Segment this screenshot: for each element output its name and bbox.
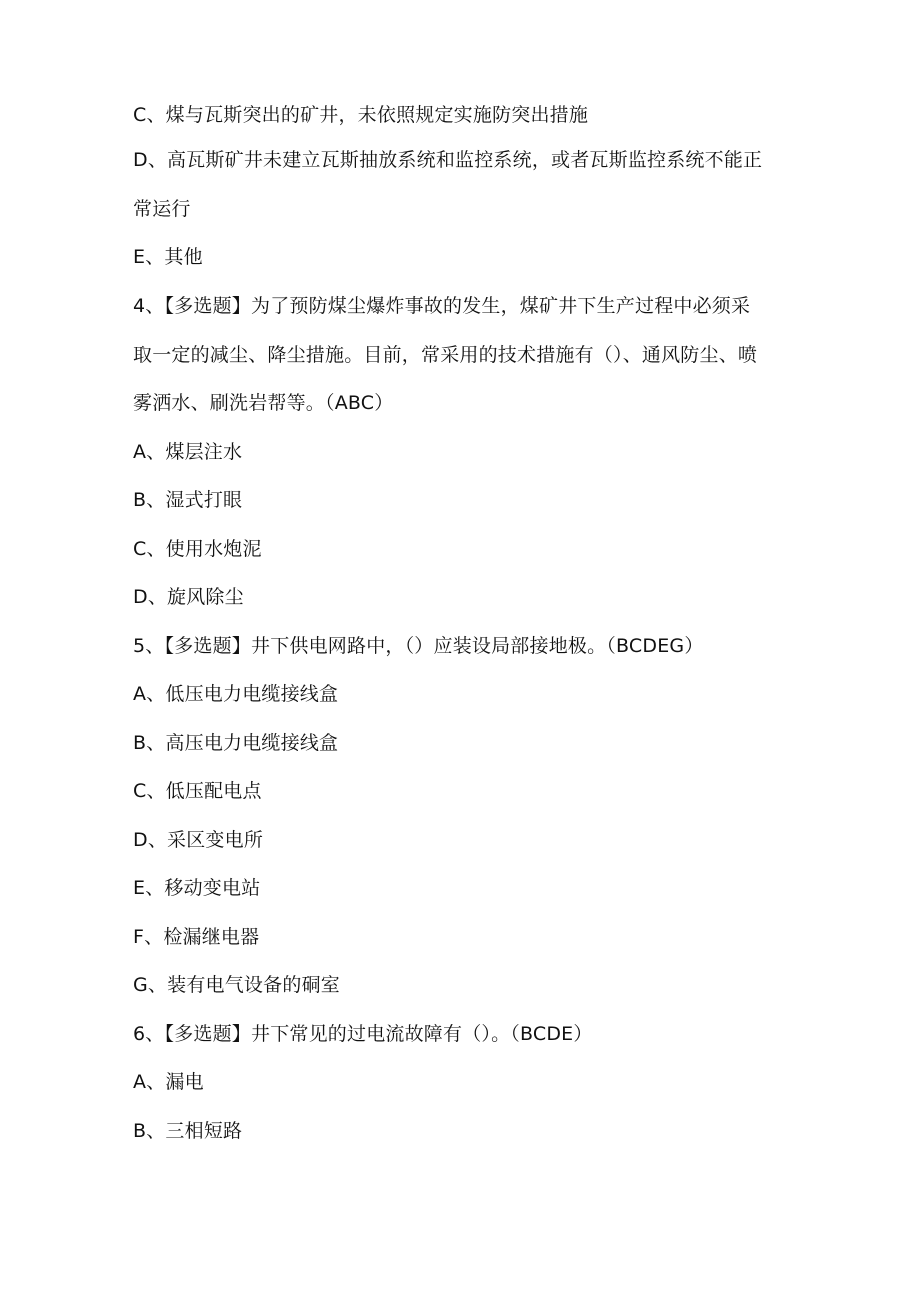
option-d-q3-line2: 常运行 xyxy=(133,198,191,220)
question-4-line3: 雾洒水、刷洗岩帮等。（ABC） xyxy=(133,392,394,414)
option-c-q5: C、低压配电点 xyxy=(133,780,262,802)
option-a-q5: A、低压电力电缆接线盒 xyxy=(133,683,339,705)
question-4-line2: 取一定的减尘、降尘措施。目前，常采用的技术措施有（）、通风防尘、喷 xyxy=(133,344,758,366)
option-b-q5: B、高压电力电缆接线盒 xyxy=(133,732,339,754)
option-e-q5: E、移动变电站 xyxy=(133,877,261,899)
option-f-q5: F、检漏继电器 xyxy=(133,926,260,948)
question-6: 6、【多选题】井下常见的过电流故障有（）。（BCDE） xyxy=(133,1023,593,1045)
option-c-q3: C、煤与瓦斯突出的矿井，未依照规定实施防突出措施 xyxy=(133,104,589,126)
option-g-q5: G、装有电气设备的硐室 xyxy=(133,974,340,996)
question-4-line1: 4、【多选题】为了预防煤尘爆炸事故的发生，煤矿井下生产过程中必须采 xyxy=(133,295,751,317)
option-a-q6: A、漏电 xyxy=(133,1071,204,1093)
option-b-q6: B、三相短路 xyxy=(133,1120,243,1142)
option-d-q5: D、采区变电所 xyxy=(133,829,264,851)
option-d-q4: D、旋风除尘 xyxy=(133,586,244,608)
option-c-q4: C、使用水炮泥 xyxy=(133,538,262,560)
option-d-q3-line1: D、高瓦斯矿井未建立瓦斯抽放系统和监控系统，或者瓦斯监控系统不能正 xyxy=(133,149,763,171)
option-e-q3: E、其他 xyxy=(133,246,203,268)
option-b-q4: B、湿式打眼 xyxy=(133,489,243,511)
question-5: 5、【多选题】井下供电网路中，（）应装设局部接地极。（BCDEG） xyxy=(133,635,704,657)
option-a-q4: A、煤层注水 xyxy=(133,441,243,463)
